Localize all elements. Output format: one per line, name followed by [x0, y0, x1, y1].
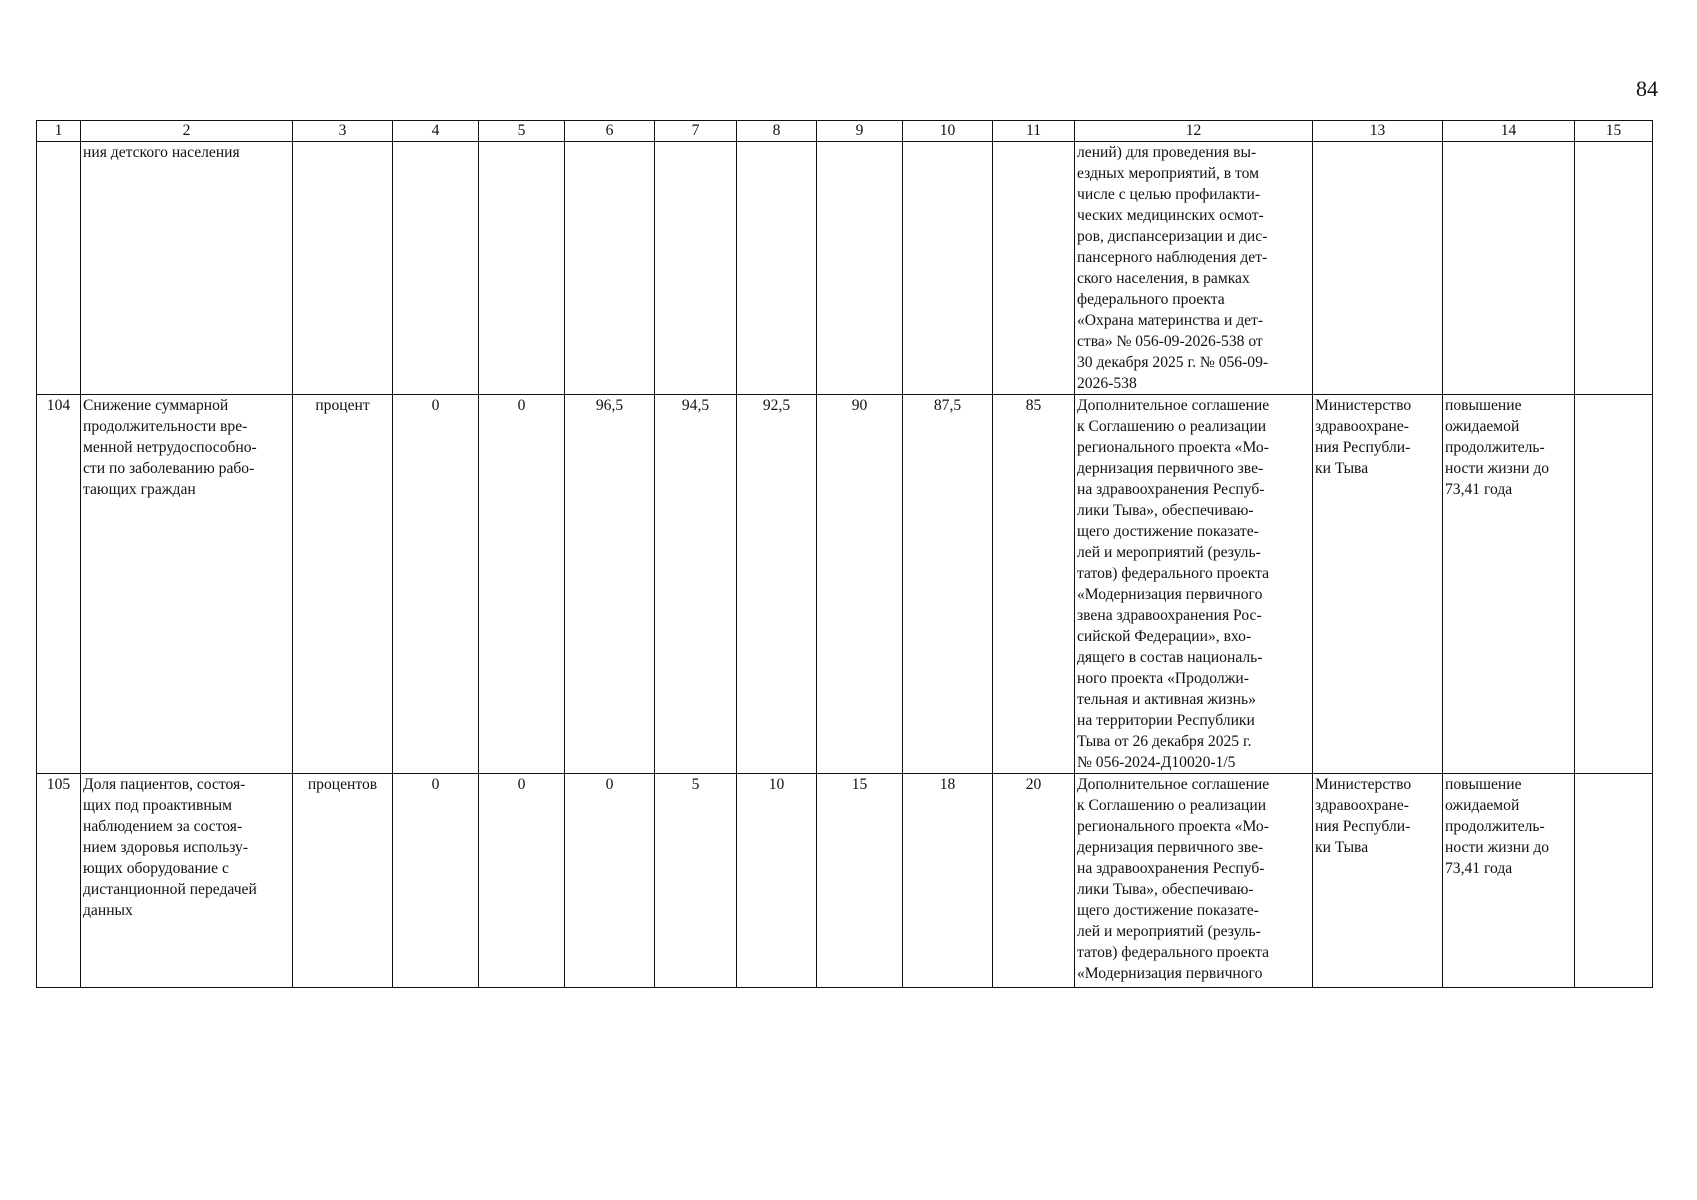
value-cell: 0 — [479, 774, 565, 988]
value-cell — [393, 142, 479, 395]
value-cell — [993, 142, 1075, 395]
value-cell — [903, 142, 993, 395]
value-cell — [1575, 774, 1653, 988]
column-number: 4 — [393, 121, 479, 142]
result-cell: повышение ожидаемой продолжитель- ности жизни до 73,41 года — [1443, 395, 1575, 774]
column-number: 12 — [1075, 121, 1313, 142]
row-number — [37, 142, 81, 395]
value-cell — [479, 142, 565, 395]
indicator-name: Доля пациентов, состоя- щих под проактивным наблюдением за состоя- нием здоровья использу- ющих оборудование с дистанционной передачей данных — [81, 774, 293, 988]
value-cell: 0 — [393, 774, 479, 988]
value-cell: 10 — [737, 774, 817, 988]
value-cell — [565, 142, 655, 395]
column-number: 14 — [1443, 121, 1575, 142]
row-number: 105 — [37, 774, 81, 988]
value-cell: 18 — [903, 774, 993, 988]
value-cell — [1575, 142, 1653, 395]
column-number: 8 — [737, 121, 817, 142]
table-row — [37, 395, 1653, 774]
unit-cell: процентов — [293, 774, 393, 988]
value-cell: 94,5 — [655, 395, 737, 774]
column-number: 11 — [993, 121, 1075, 142]
table-row — [37, 774, 1653, 988]
responsible-cell: Министерство здравоохране- ния Республи- ки Тыва — [1313, 395, 1443, 774]
indicator-table — [36, 120, 1653, 988]
responsible-cell — [1313, 142, 1443, 395]
value-cell — [737, 142, 817, 395]
column-number-row — [37, 121, 1653, 142]
column-number: 15 — [1575, 121, 1653, 142]
row-number: 104 — [37, 395, 81, 774]
value-cell — [1575, 395, 1653, 774]
result-cell — [1443, 142, 1575, 395]
column-number: 10 — [903, 121, 993, 142]
value-cell — [655, 142, 737, 395]
value-cell: 92,5 — [737, 395, 817, 774]
value-cell: 85 — [993, 395, 1075, 774]
responsible-cell: Министерство здравоохране- ния Республи- ки Тыва — [1313, 774, 1443, 988]
value-cell: 15 — [817, 774, 903, 988]
column-number: 2 — [81, 121, 293, 142]
column-number: 9 — [817, 121, 903, 142]
value-cell: 20 — [993, 774, 1075, 988]
column-number: 5 — [479, 121, 565, 142]
document-cell: Дополнительное соглашение к Соглашению о реализации регионального проекта «Мо- дернизация первичного зве- на здравоохранения Респуб- лики Тыва», обеспечиваю- щего достижение показате- лей и мероприятий (резуль- татов) федерального проекта «Модернизация первичного звена здравоохранения Рос- сийской Федерации», вхо- дящего в состав националь- ного проекта «Продолжи- тельная и активная жизнь» на территории Республики Тыва от 26 декабря 2025 г. № 056-2024-Д10020-1/5 — [1075, 395, 1313, 774]
value-cell: 87,5 — [903, 395, 993, 774]
value-cell: 5 — [655, 774, 737, 988]
column-number: 3 — [293, 121, 393, 142]
column-number: 1 — [37, 121, 81, 142]
unit-cell: процент — [293, 395, 393, 774]
page-number: 84 — [1636, 76, 1658, 101]
document-cell: лений) для проведения вы- ездных мероприятий, в том числе с целью профилакти- ческих медицинских осмот- ров, диспансеризации и дис- пансерного наблюдения дет- ского населения, в рамках федерального проекта «Охрана материнства и дет- ства» № 056-09-2026-538 от 30 декабря 2025 г. № 056-09- 2026-538 — [1075, 142, 1313, 395]
value-cell: 0 — [565, 774, 655, 988]
table-row — [37, 142, 1653, 395]
indicator-name: ния детского населения — [81, 142, 293, 395]
value-cell: 0 — [479, 395, 565, 774]
column-number: 13 — [1313, 121, 1443, 142]
result-cell: повышение ожидаемой продолжитель- ности жизни до 73,41 года — [1443, 774, 1575, 988]
indicator-name: Снижение суммарной продолжительности вре- менной нетрудоспособно- сти по заболеванию рабо- тающих граждан — [81, 395, 293, 774]
value-cell: 96,5 — [565, 395, 655, 774]
unit-cell — [293, 142, 393, 395]
column-number: 7 — [655, 121, 737, 142]
value-cell — [817, 142, 903, 395]
value-cell: 0 — [393, 395, 479, 774]
document-cell: Дополнительное соглашение к Соглашению о реализации регионального проекта «Мо- дернизация первичного зве- на здравоохранения Респуб- лики Тыва», обеспечиваю- щего достижение показате- лей и мероприятий (резуль- татов) федерального проекта «Модернизация первичного — [1075, 774, 1313, 988]
value-cell: 90 — [817, 395, 903, 774]
column-number: 6 — [565, 121, 655, 142]
